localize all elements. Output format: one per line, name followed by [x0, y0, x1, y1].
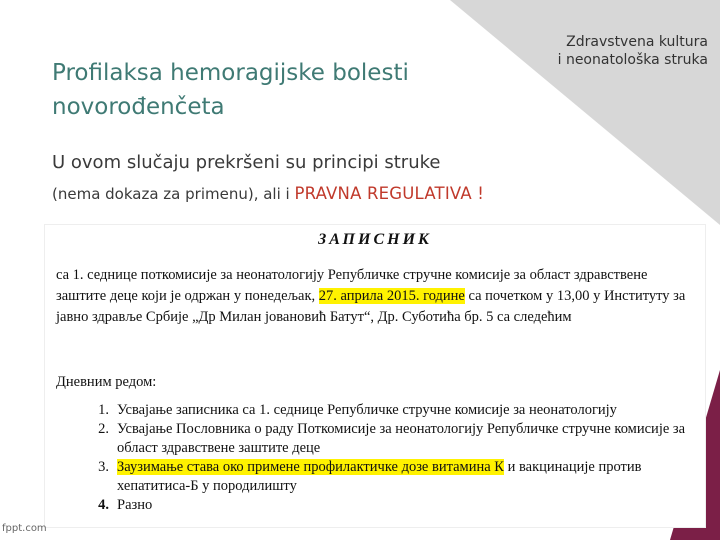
agenda-item-number: 4.: [98, 497, 109, 513]
paragraph-highlight: 27. априла 2015. године: [318, 288, 465, 304]
document-heading: ЗАПИСНИК: [318, 231, 432, 248]
agenda-item-text: [117, 458, 696, 496]
slide-title-line2: novorođenčeta: [52, 94, 225, 120]
slide-title: [52, 56, 512, 124]
agenda-item-text: Усвајање записника са 1. седнице Републичке стручне комисије за неонатологију: [117, 402, 617, 418]
agenda-item-number: 3.: [98, 459, 109, 475]
corner-caption-line1: Zdravstvena kultura: [566, 34, 708, 50]
subtitle-line1: U ovom slučaju prekršeni su principi struke: [52, 152, 441, 173]
agenda-item: [56, 496, 696, 515]
agenda-item-number: 2.: [98, 421, 109, 437]
subtitle-line2-prefix: (nema dokaza za primenu), ali i: [52, 185, 295, 203]
agenda-item-highlight: Заузимање става око примене профилактичке дозе витамина К: [117, 459, 504, 475]
document-paragraph: [56, 265, 696, 328]
agenda-list: [56, 401, 696, 515]
paragraph-part2: са почетком у 13,00 у Институту за јавно здравље Србије „Др Милан јовановић Батут“, Др. Суботића бр. 5 са следећим: [56, 288, 686, 325]
agenda-label: Дневним редом:: [56, 374, 157, 390]
agenda-item: [56, 458, 696, 496]
corner-caption-line2: i neonatološka struka: [557, 52, 708, 68]
corner-caption: [518, 33, 708, 69]
subtitle-line2: [52, 182, 484, 206]
agenda-item: [56, 420, 696, 458]
document-excerpt: [45, 225, 705, 527]
subtitle-line2-red: PRAVNA REGULATIVA !: [294, 184, 485, 203]
agenda-item-rest: и вакцинације против хепатитиса-Б у породилишту: [117, 459, 642, 494]
footer-credit: fppt.com: [2, 523, 47, 534]
paragraph-part1: са 1. седнице поткомисије за неонатологију Републичке стручне комисије за област здравствене заштите деце који је одржан у понедељак,: [56, 267, 648, 304]
agenda-item-text: Разно: [117, 497, 153, 513]
agenda-item-text: Усвајање Пословника о раду Поткомисије за неонатологију Републичке стручне комисије за област здравствене заштите деце: [117, 421, 686, 456]
agenda-item-number: 1.: [98, 402, 109, 418]
agenda-item: [56, 401, 696, 420]
slide-title-line1: Profilaksa hemoragijske bolesti: [52, 60, 409, 86]
